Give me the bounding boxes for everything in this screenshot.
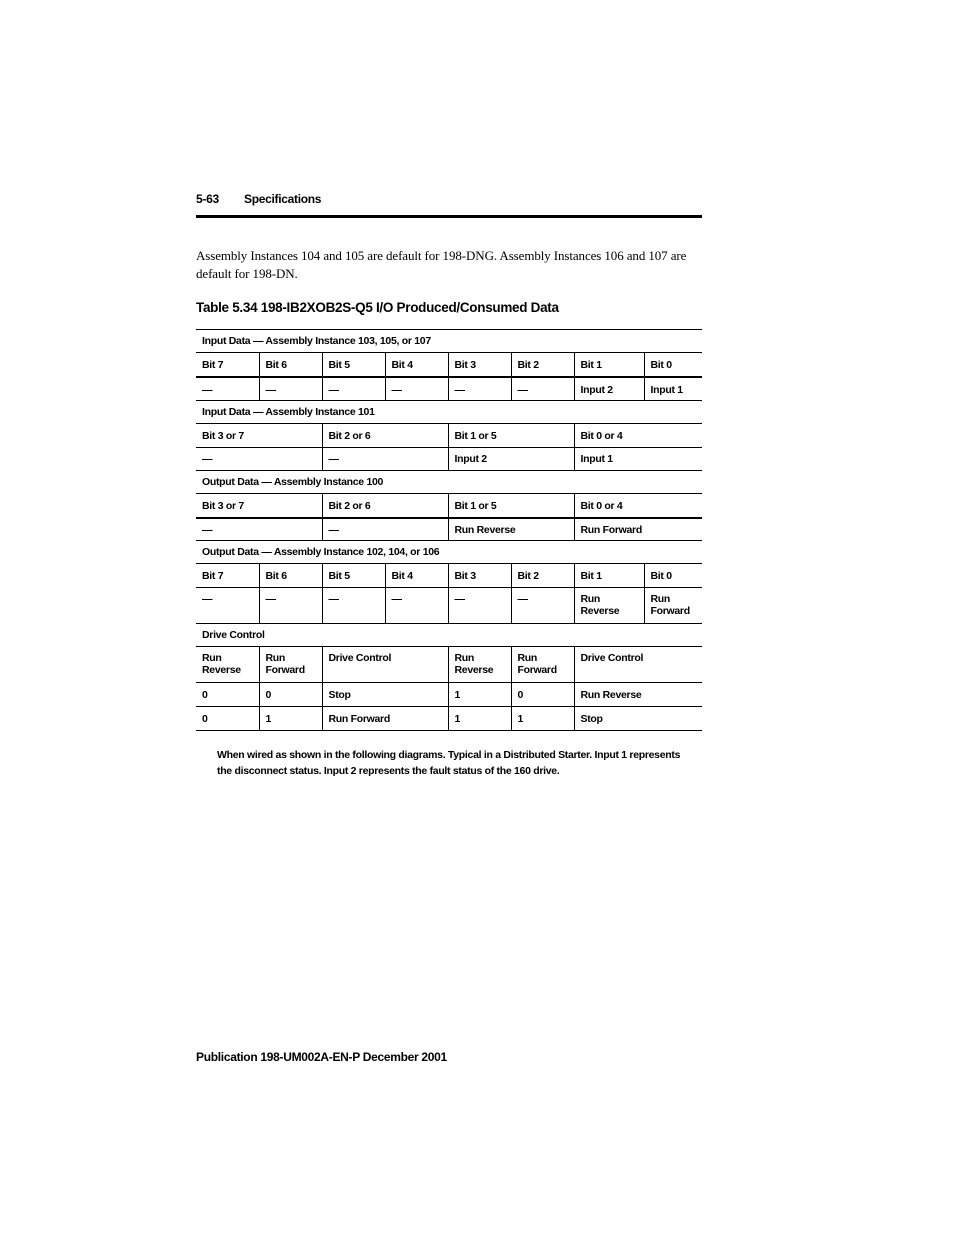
value-cell: — bbox=[322, 448, 448, 471]
value-cell: — bbox=[196, 377, 259, 401]
header-cell: Bit 1 or 5 bbox=[448, 424, 574, 448]
value-cell: — bbox=[385, 377, 448, 401]
value-cell: 0 bbox=[196, 683, 259, 707]
value-cell: 1 bbox=[511, 707, 574, 731]
publication-footer: Publication 198-UM002A-EN-P December 2001 bbox=[196, 1050, 447, 1064]
section-title: Output Data — Assembly Instance 102, 104, or 106 bbox=[196, 541, 702, 564]
value-cell: — bbox=[196, 588, 259, 624]
header-cell: Drive Control bbox=[322, 647, 448, 683]
value-cell: Run Reverse bbox=[574, 588, 644, 624]
value-cell: — bbox=[322, 377, 385, 401]
value-cell: — bbox=[196, 518, 322, 541]
value-row bbox=[196, 683, 702, 707]
header-cell: Bit 2 or 6 bbox=[322, 424, 448, 448]
value-cell: 1 bbox=[259, 707, 322, 731]
header-cell: Bit 6 bbox=[259, 353, 322, 377]
header-cell: Bit 5 bbox=[322, 564, 385, 588]
value-cell: Run Reverse bbox=[574, 683, 702, 707]
value-cell: — bbox=[511, 377, 574, 401]
value-cell: Run Forward bbox=[574, 518, 702, 541]
value-cell: — bbox=[322, 518, 448, 541]
io-data-table bbox=[196, 329, 702, 731]
value-cell: — bbox=[322, 588, 385, 624]
section-row-output-100 bbox=[196, 471, 702, 494]
value-cell: — bbox=[259, 588, 322, 624]
header-row bbox=[196, 494, 702, 518]
value-cell: 0 bbox=[259, 683, 322, 707]
section-title: Output Data — Assembly Instance 100 bbox=[196, 471, 702, 494]
value-cell: — bbox=[511, 588, 574, 624]
section-row-input-103 bbox=[196, 330, 702, 353]
section-row-output-102 bbox=[196, 541, 702, 564]
header-cell: Bit 3 or 7 bbox=[196, 424, 322, 448]
value-cell: — bbox=[448, 588, 511, 624]
header-cell: Bit 3 bbox=[448, 564, 511, 588]
header-cell: Run Forward bbox=[259, 647, 322, 683]
value-cell: — bbox=[385, 588, 448, 624]
value-cell: Run Forward bbox=[644, 588, 702, 624]
value-cell: 1 bbox=[448, 683, 511, 707]
header-cell: Run Forward bbox=[511, 647, 574, 683]
header-cell: Bit 7 bbox=[196, 353, 259, 377]
value-cell: Input 2 bbox=[448, 448, 574, 471]
header-row bbox=[196, 564, 702, 588]
table-footnote: When wired as shown in the following diagrams. Typical in a Distributed Starter. Input 1 represents the disconnect status. Input 2 represents the fault status of the 160 drive. bbox=[217, 749, 681, 777]
value-row bbox=[196, 448, 702, 471]
intro-paragraph: Assembly Instances 104 and 105 are default for 198-DNG. Assembly Instances 106 and 107 are default for 198-DN. bbox=[196, 248, 687, 281]
header-cell: Bit 0 or 4 bbox=[574, 424, 702, 448]
header-row bbox=[196, 353, 702, 377]
header-cell: Bit 2 bbox=[511, 353, 574, 377]
value-cell: Input 2 bbox=[574, 377, 644, 401]
page-number: 5-63 bbox=[196, 192, 219, 206]
header-cell: Bit 1 bbox=[574, 353, 644, 377]
value-cell: Stop bbox=[574, 707, 702, 731]
section-title: Drive Control bbox=[196, 624, 702, 647]
value-row bbox=[196, 377, 702, 401]
section-name: Specifications bbox=[244, 192, 322, 206]
value-row bbox=[196, 588, 702, 624]
value-cell: Run Reverse bbox=[448, 518, 574, 541]
header-rule bbox=[196, 215, 702, 218]
header-cell: Bit 4 bbox=[385, 353, 448, 377]
header-cell: Run Reverse bbox=[448, 647, 511, 683]
value-row bbox=[196, 518, 702, 541]
value-cell: 1 bbox=[448, 707, 511, 731]
header-cell: Drive Control bbox=[574, 647, 702, 683]
value-cell: 0 bbox=[511, 683, 574, 707]
section-title: Input Data — Assembly Instance 103, 105, or 107 bbox=[196, 330, 702, 353]
value-cell: — bbox=[259, 377, 322, 401]
header-cell: Bit 2 bbox=[511, 564, 574, 588]
section-row-drive-control bbox=[196, 624, 702, 647]
section-row-input-101 bbox=[196, 401, 702, 424]
value-cell: — bbox=[196, 448, 322, 471]
header-cell: Bit 1 bbox=[574, 564, 644, 588]
section-title: Input Data — Assembly Instance 101 bbox=[196, 401, 702, 424]
header-cell: Bit 4 bbox=[385, 564, 448, 588]
header-cell: Bit 2 or 6 bbox=[322, 494, 448, 518]
value-row bbox=[196, 707, 702, 731]
header-cell: Bit 3 bbox=[448, 353, 511, 377]
header-cell: Bit 0 bbox=[644, 564, 702, 588]
header-cell: Bit 7 bbox=[196, 564, 259, 588]
header-cell: Bit 1 or 5 bbox=[448, 494, 574, 518]
value-cell: Input 1 bbox=[644, 377, 702, 401]
value-cell: Stop bbox=[322, 683, 448, 707]
header-cell: Bit 0 bbox=[644, 353, 702, 377]
header-cell: Bit 0 or 4 bbox=[574, 494, 702, 518]
header-row bbox=[196, 647, 702, 683]
page-header bbox=[196, 192, 701, 206]
value-cell: Run Forward bbox=[322, 707, 448, 731]
value-cell: Input 1 bbox=[574, 448, 702, 471]
value-cell: 0 bbox=[196, 707, 259, 731]
value-cell: — bbox=[448, 377, 511, 401]
table-title: Table 5.34 198-IB2XOB2S-Q5 I/O Produced/Consumed Data bbox=[196, 300, 559, 315]
header-cell: Bit 6 bbox=[259, 564, 322, 588]
header-row bbox=[196, 424, 702, 448]
header-cell: Run Reverse bbox=[196, 647, 259, 683]
header-cell: Bit 5 bbox=[322, 353, 385, 377]
header-cell: Bit 3 or 7 bbox=[196, 494, 322, 518]
